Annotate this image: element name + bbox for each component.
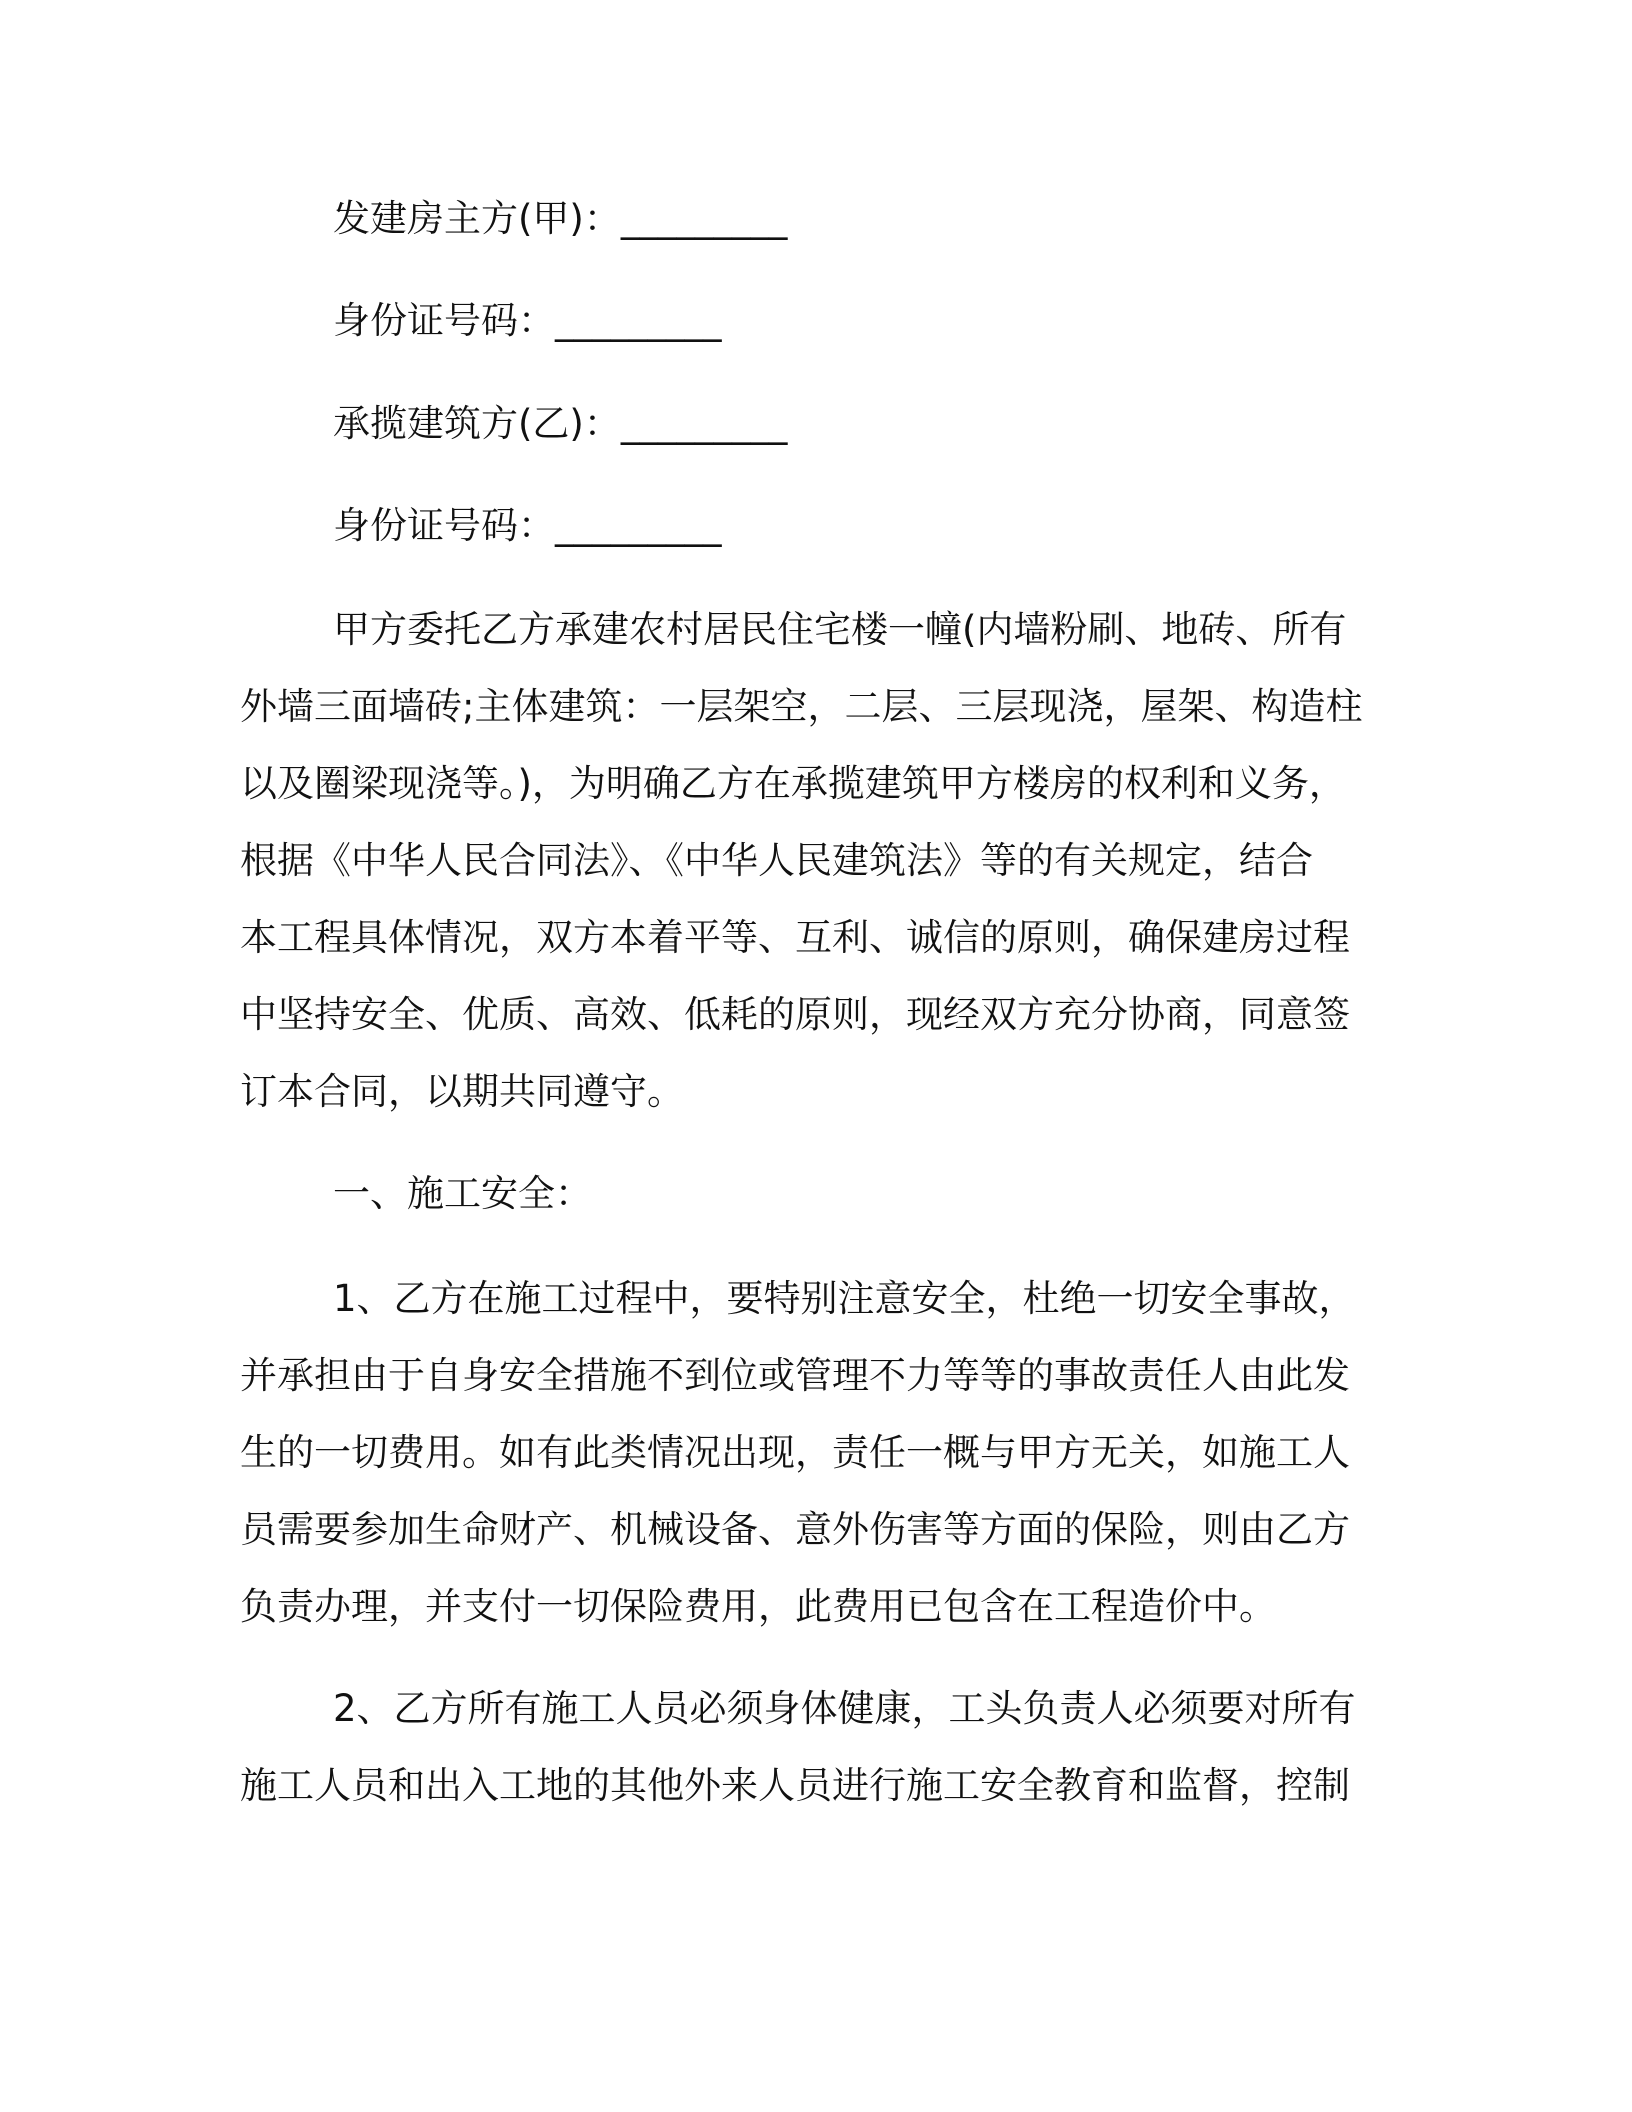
field-party-a-blank: _________: [620, 197, 788, 240]
field-party-b-blank: _________: [620, 402, 788, 445]
intro-line: 中坚持安全、优质、高效、低耗的原则，现经双方充分协商，同意签: [240, 993, 1350, 1036]
item2-line: 2、乙方所有施工人员必须身体健康，工头负责人必须要对所有: [333, 1687, 1356, 1730]
field-party-b: [333, 400, 787, 448]
field-party-b-label: 承揽建筑方(乙)：: [333, 402, 621, 445]
item2-line: 施工人员和出入工地的其他外来人员进行施工安全教育和监督，控制: [240, 1764, 1350, 1807]
field-party-b-id: [333, 502, 722, 550]
intro-line: 本工程具体情况，双方本着平等、互利、诚信的原则，确保建房过程: [240, 916, 1350, 959]
intro-line: 甲方委托乙方承建农村居民住宅楼一幢(内墙粉刷、地砖、所有: [333, 608, 1347, 651]
item1-line: 并承担由于自身安全措施不到位或管理不力等等的事故责任人由此发: [240, 1354, 1350, 1397]
field-party-b-id-label: 身份证号码：: [333, 504, 555, 547]
intro-line: 根据《中华人民合同法》、《中华人民建筑法》等的有关规定，结合: [240, 839, 1313, 882]
intro-line: 外墙三面墙砖;主体建筑：一层架空，二层、三层现浇，屋架、构造柱: [240, 685, 1363, 728]
field-party-a: [333, 195, 787, 243]
field-party-a-label: 发建房主方(甲)：: [333, 197, 621, 240]
field-party-a-id: [333, 297, 722, 345]
intro-line: 订本合同，以期共同遵守。: [240, 1070, 684, 1113]
item1-line: 1、乙方在施工过程中，要特别注意安全，杜绝一切安全事故，: [333, 1277, 1356, 1320]
field-party-b-id-blank: _________: [555, 504, 722, 547]
item1-line: 员需要参加生命财产、机械设备、意外伤害等方面的保险，则由乙方: [240, 1508, 1350, 1551]
item1-line: 负责办理，并支付一切保险费用，此费用已包含在工程造价中。: [240, 1585, 1276, 1628]
field-party-a-id-blank: _________: [555, 299, 722, 342]
intro-line: 以及圈梁现浇等。)，为明确乙方在承揽建筑甲方楼房的权利和义务，: [240, 762, 1346, 805]
field-party-a-id-label: 身份证号码：: [333, 299, 555, 342]
item1-line: 生的一切费用。如有此类情况出现，责任一概与甲方无关，如施工人: [240, 1431, 1350, 1474]
section-heading: 一、施工安全：: [333, 1172, 592, 1215]
